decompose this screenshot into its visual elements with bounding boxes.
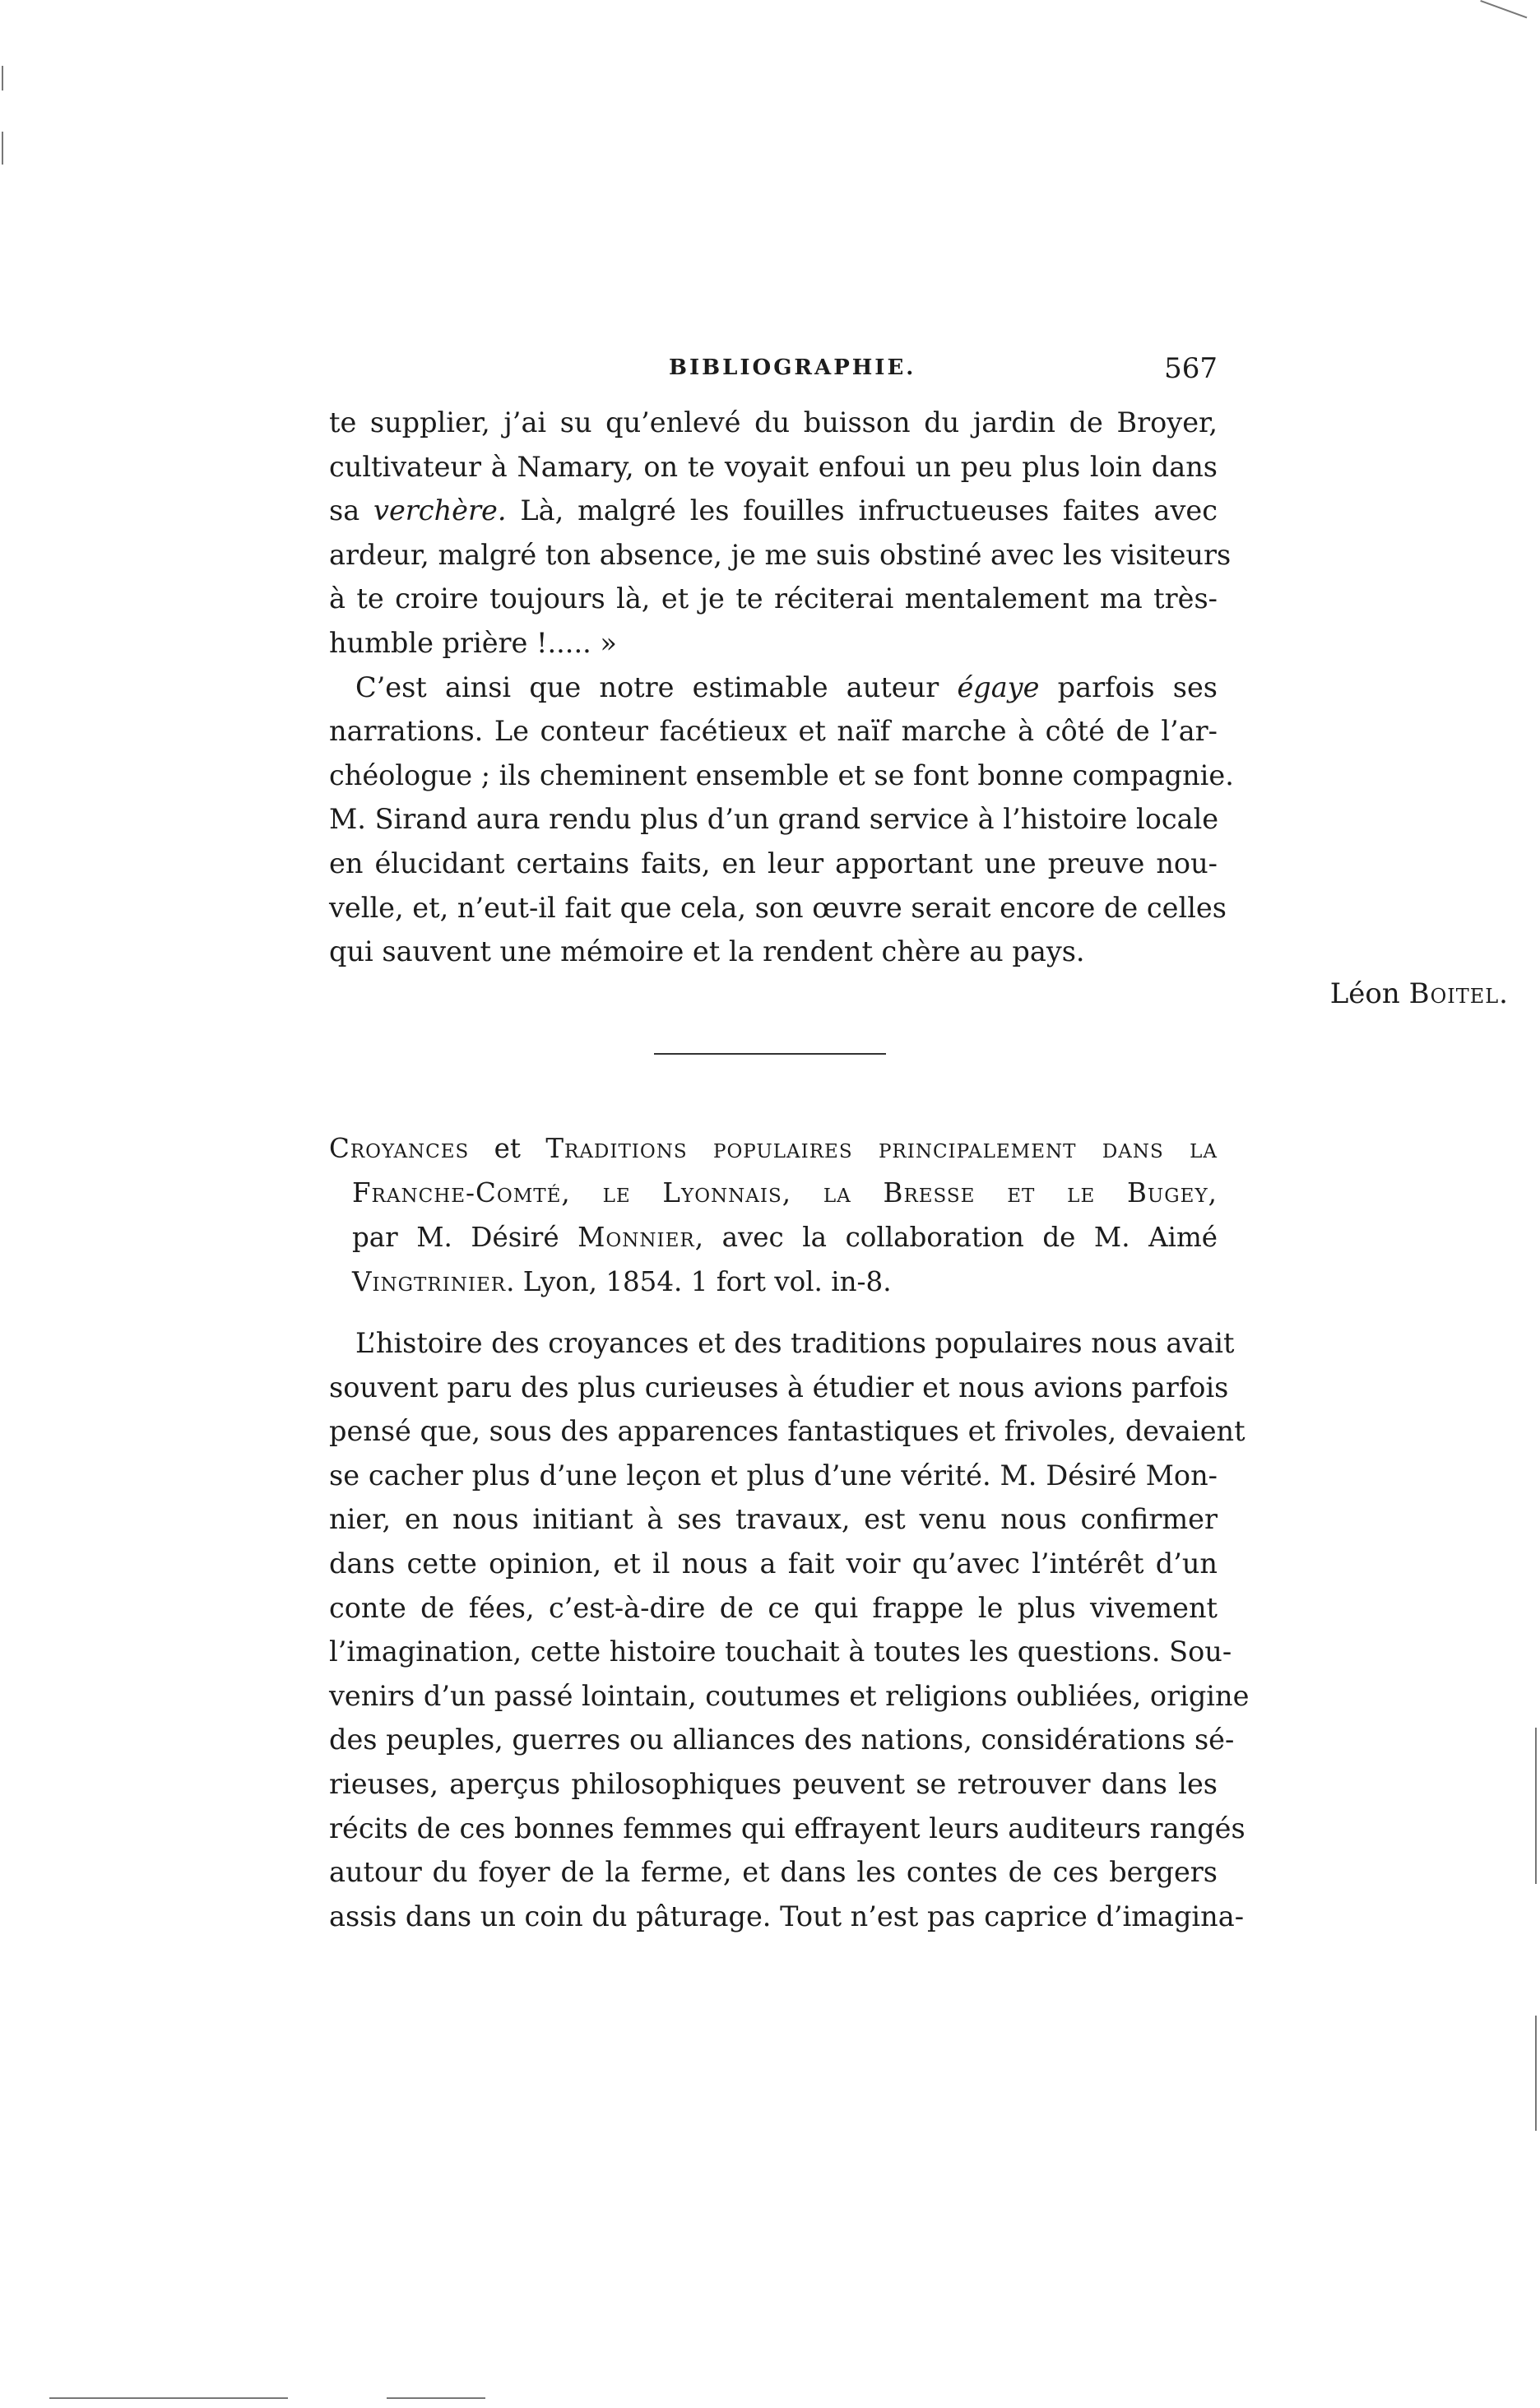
signature <box>0 977 1509 1010</box>
text-line: autour du foyer de la ferme, et dans les contes de ces bergers <box>329 1856 1218 1889</box>
running-head: BIBLIOGRAPHIE. <box>669 355 916 380</box>
title-line <box>329 1260 1218 1304</box>
title-line: Franche-Comté, le Lyonnais, la Bresse et le Bugey, <box>352 1177 1218 1209</box>
text-line: en élucidant certains faits, en leur apportant une preuve nou- <box>329 847 1218 879</box>
review-title <box>329 1126 1218 1304</box>
text-run: C’est ainsi que notre estimable auteur <box>355 670 958 703</box>
title-line <box>329 1126 1218 1171</box>
signature-last-name: Boitel. <box>1408 977 1509 1010</box>
title-run: par M. Désiré <box>352 1222 578 1253</box>
scan-mark <box>2 66 3 90</box>
scan-mark <box>1535 2016 1537 2131</box>
title-run: , avec la collaboration de M. Aimé <box>694 1222 1218 1253</box>
italic-word: verchère. <box>373 494 507 527</box>
text-line <box>329 666 1218 710</box>
text-line: assis dans un coin du pâturage. Tout n’est pas caprice d’imagina- <box>329 1900 1245 1932</box>
text-line: se cacher plus d’une leçon et plus d’une vérité. M. Désiré Mon- <box>329 1459 1218 1492</box>
title-line <box>329 1215 1218 1260</box>
text-line: chéologue ; ils cheminent ensemble et se font bonne compagnie. <box>329 759 1234 791</box>
text-line: dans cette opinion, et il nous a fait voir qu’avec l’intérêt d’un <box>329 1547 1218 1580</box>
scan-mark <box>1480 0 1527 18</box>
page-header <box>329 352 1218 393</box>
text-line <box>329 489 1218 533</box>
section-divider <box>654 1053 886 1055</box>
text-line: l’imagination, cette histoire touchait à toutes les questions. Sou- <box>329 1635 1232 1668</box>
text-line: ardeur, malgré ton absence, je me suis obstiné avec les visiteurs <box>329 538 1232 571</box>
text-line: nier, en nous initiant à ses travaux, est venu nous confirmer <box>329 1503 1218 1536</box>
title-run: Monnier <box>578 1222 695 1253</box>
text-line: des peuples, guerres ou alliances des nations, considérations sé- <box>329 1724 1235 1756</box>
title-run: Vingtrinier <box>352 1266 507 1297</box>
text-line: humble prière !..... » <box>329 626 617 659</box>
text-line: velle, et, n’eut-il fait que cela, son œuvre serait encore de celles <box>329 891 1227 924</box>
text-line: pensé que, sous des apparences fantastiques et frivoles, devaient <box>329 1415 1245 1448</box>
text-line: rieuses, aperçus philosophiques peuvent se retrouver dans les <box>329 1767 1218 1800</box>
scan-mark <box>387 2397 485 2399</box>
text-line: conte de fées, c’est-à-dire de ce qui frappe le plus vivement <box>329 1591 1218 1624</box>
page-number: 567 <box>1164 352 1218 385</box>
title-run: . Lyon, 1854. 1 fort vol. in-8. <box>506 1266 892 1297</box>
review-body <box>329 1321 1250 1938</box>
title-run: et <box>469 1133 546 1164</box>
text-line: L’histoire des croyances et des traditions populaires nous avait <box>355 1327 1235 1359</box>
text-line: qui sauvent une mémoire et la rendent chère au pays. <box>329 935 1085 968</box>
title-run: Traditions populaires principalement dans la <box>545 1133 1218 1164</box>
italic-word: égaye <box>957 670 1040 703</box>
first-section <box>329 401 1234 974</box>
text-run: parfois ses <box>1039 670 1218 703</box>
text-run: Là, malgré les fouilles infructueuses faites avec <box>506 494 1218 527</box>
text-line: te supplier, j’ai su qu’enlevé du buisson du jardin de Broyer, <box>329 406 1218 438</box>
text-line: cultivateur à Namary, on te voyait enfoui un peu plus loin dans <box>329 450 1218 483</box>
text-line: narrations. Le conteur facétieux et naïf marche à côté de l’ar- <box>329 715 1218 748</box>
text-line: récits de ces bonnes femmes qui effrayent leurs auditeurs rangés <box>329 1812 1245 1844</box>
scan-mark <box>49 2397 288 2399</box>
text-line: venirs d’un passé lointain, coutumes et religions oubliées, origine <box>329 1679 1250 1712</box>
text-line: M. Sirand aura rendu plus d’un grand service à l’histoire locale <box>329 803 1219 836</box>
signature-first-name: Léon <box>1329 977 1400 1010</box>
text-line: à te croire toujours là, et je te réciterai mentalement ma très- <box>329 582 1218 615</box>
title-run: Croyances <box>329 1133 470 1164</box>
scan-mark <box>1535 1728 1537 1884</box>
text-line: souvent paru des plus curieuses à étudier et nous avions parfois <box>329 1371 1229 1404</box>
text-run: sa <box>329 494 374 527</box>
scan-mark <box>2 132 3 165</box>
